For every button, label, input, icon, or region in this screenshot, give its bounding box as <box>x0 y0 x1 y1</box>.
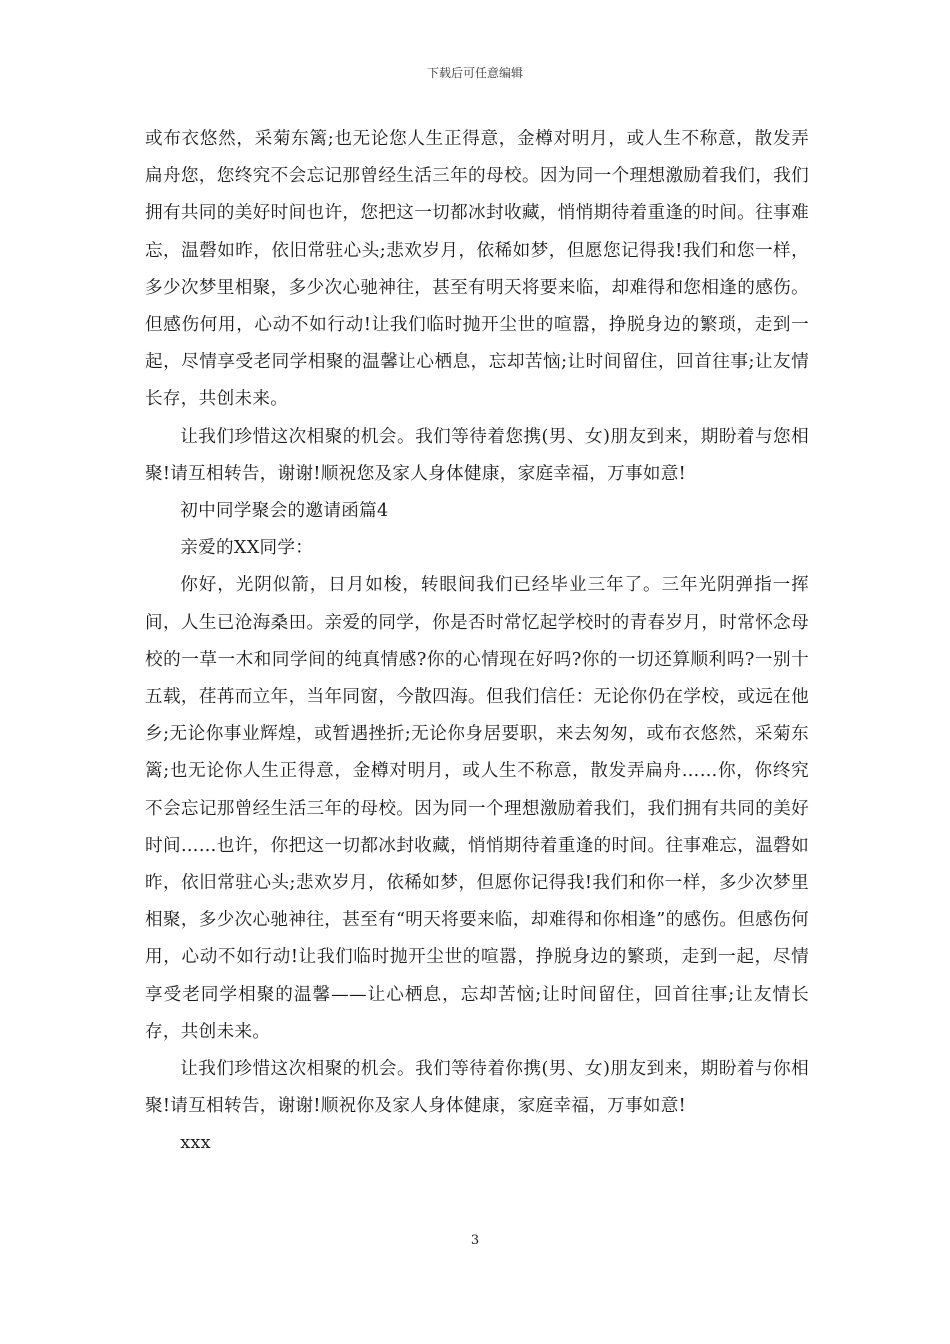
signature: xxx <box>180 1133 211 1154</box>
paragraph-letter-body: 你好，光阴似箭，日月如梭，转眼间我们已经毕业三年了。三年光阴弹指一挥间，人生已沧海桑田。亲爱的同学，你是否时常忆起学校时的青春岁月，时常怀念母校的一草一木和同学间的纯真情感?你的心情现在好吗?你的一切还算顺利吗?一别十五载，荏苒而立年，当年同窗，今散四海。但我们信任：无论你仍在学校，或远在他乡;无论你事业辉煌，或暂遇挫折;无论你身居要职，来去匆匆，或布衣悠然，采菊东篱;也无论你人生正得意，金樽对明月，或人生不称意，散发弄扁舟……你，你终究不会忘记那曾经生活三年的母校。因为同一个理想激励着我们，我们拥有共同的美好时间……也许，你把这一切都冰封收藏，悄悄期待着重逢的时间。往事难忘，温磬如昨，依旧常驻心头;悲欢岁月，依稀如梦，但愿你记得我!我们和你一样，多少次梦里相聚，多少次心驰神往，甚至有“明天将要来临，却难得和你相逢”的感伤。但感伤何用，心动不如行动!让我们临时抛开尘世的喧嚣，挣脱身边的繁琐，走到一起，尽情享受老同学相聚的温馨——让心栖息，忘却苦恼;让时间留住，回首往事;让友情长存，共创未来。 <box>145 575 809 1042</box>
paragraph-closing-wish: 让我们珍惜这次相聚的机会。我们等待着您携(男、女)朋友到来，期盼着与您相聚!请互相转告，谢谢!顺祝您及家人身体健康，家庭幸福，万事如意! <box>145 426 809 484</box>
paragraph-continuation: 或布衣悠然，采菊东篱;也无论您人生正得意，金樽对明月，或人生不称意，散发弄扁舟您，您终究不会忘记那曾经生活三年的母校。因为同一个理想激励着我们，我们拥有共同的美好时间也许，您把这一切都冰封收藏，悄悄期待着重逢的时间。往事难忘，温磬如昨，依旧常驻心头;悲欢岁月，依稀如梦，但愿您记得我!我们和您一样，多少次梦里相聚，多少次心驰神往，甚至有明天将要来临，却难得和您相逢的感伤。但感伤何用，心动不如行动!让我们临时抛开尘世的喧嚣，挣脱身边的繁琐，走到一起，尽情享受老同学相聚的温馨让心栖息，忘却苦恼;让时间留住，回首往事;让友情长存，共创未来。 <box>145 129 809 410</box>
paragraph-letter-closing: 让我们珍惜这次相聚的机会。我们等待着你携(男、女)朋友到来，期盼着与你相聚!请互相转告，谢谢!顺祝你及家人身体健康，家庭幸福，万事如意! <box>145 1059 809 1117</box>
page-header: 下载后可任意编辑 <box>426 66 523 80</box>
salutation: 亲爱的XX同学： <box>180 538 314 559</box>
document-body <box>145 121 809 1163</box>
section-heading: 初中同学聚会的邀请函篇4 <box>180 501 389 522</box>
page-number: 3 <box>470 1233 480 1248</box>
